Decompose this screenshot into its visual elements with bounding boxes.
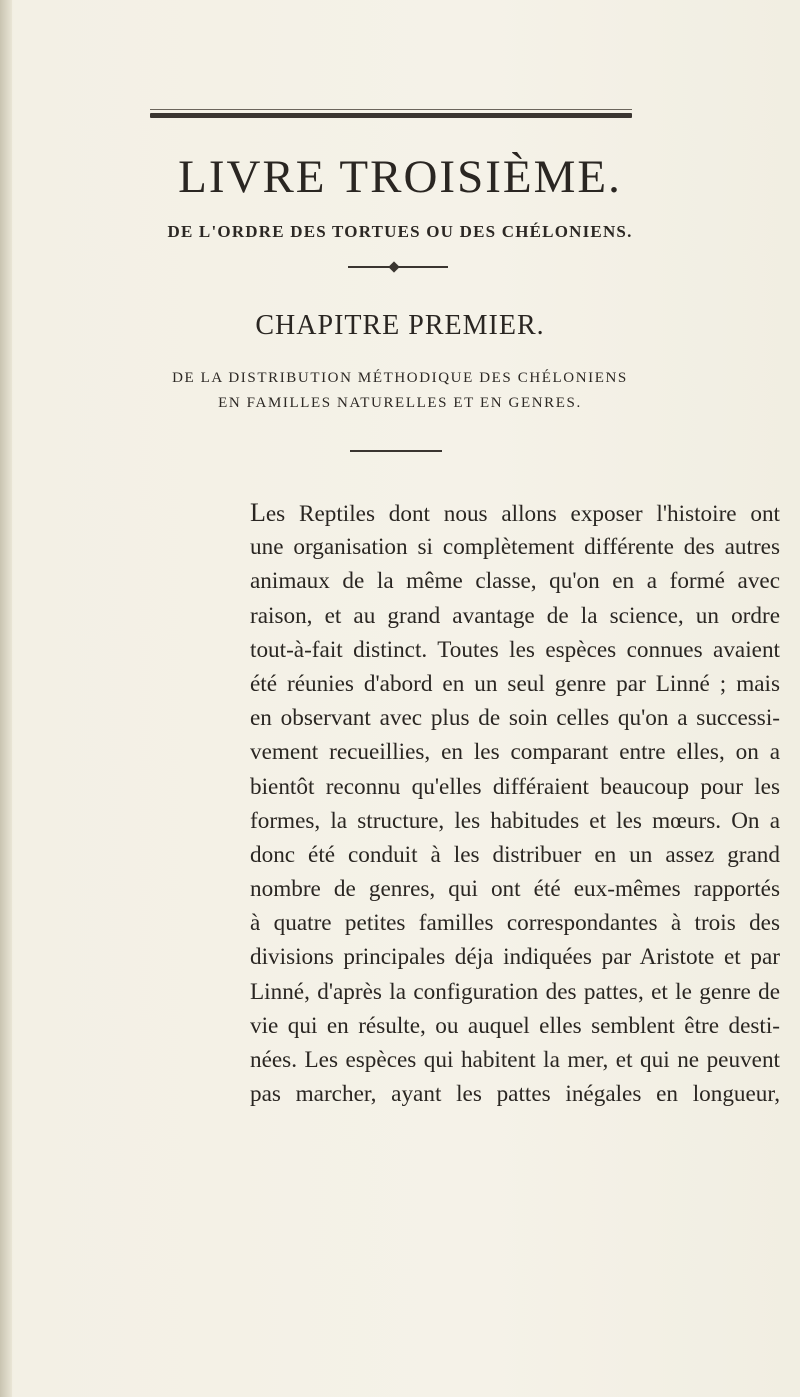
text-line: vie qui en résulte, ou auquel elles semblent être desti- (250, 1012, 780, 1039)
text-line: formes, la structure, les habitudes et les mœurs. On a (250, 807, 780, 834)
text-line: divisions principales déja indiquées par Aristote et par (250, 944, 780, 971)
section-title: DE L'ORDRE DES TORTUES OU DES CHÉLONIENS. (167, 222, 633, 241)
text-line: tout-à-fait distinct. Toutes les espèces connues avaient (250, 636, 780, 663)
text-line: en observant avec plus de soin celles qu'on a successi- (250, 705, 780, 732)
chapter-subtitle-line: DE LA DISTRIBUTION MÉTHODIQUE DES CHÉLONIENS (172, 370, 628, 386)
book-title: LIVRE TROISIÈME. (178, 151, 622, 203)
text-line: pas marcher, ayant les pattes inégales en longueur, (250, 1081, 780, 1108)
text-line: nées. Les espèces qui habitent la mer, et qui ne peuvent (250, 1047, 780, 1073)
text-line: vement recueillies, en les comparant entre elles, on a (250, 739, 780, 766)
chapter-title: CHAPITRE PREMIER. (255, 310, 545, 341)
text-line: nombre de genres, qui ont été eux-mêmes rapportés (250, 876, 780, 903)
page-gutter (0, 0, 12, 1397)
ornament-divider (348, 264, 448, 270)
header-rule (150, 113, 632, 118)
text-line: une organisation si complètement différente des autres (250, 534, 780, 561)
text-line: été réunies d'abord en un seul genre par Linné ; mais (250, 670, 780, 697)
text-line: raison, et au grand avantage de la science, un ordre (250, 602, 780, 629)
text-line: Linné, d'après la configuration des pattes, et le genre de (250, 978, 780, 1005)
body-paragraph (250, 496, 780, 1111)
text-line: donc été conduit à les distribuer en un assez grand (250, 841, 780, 868)
chapter-subtitle (0, 366, 800, 416)
ornament-diamond-icon (388, 261, 399, 272)
text-line: bientôt reconnu qu'elles différaient beaucoup pour les (250, 773, 780, 800)
text-line: à quatre petites familles correspondantes à trois des (250, 910, 780, 937)
text-line: Les Reptiles dont nous allons exposer l'histoire ont (250, 498, 780, 527)
chapter-rule (350, 450, 442, 452)
text-line: animaux de la même classe, qu'on en a formé avec (250, 568, 780, 595)
chapter-subtitle-line: EN FAMILLES NATURELLES ET EN GENRES. (218, 395, 582, 411)
